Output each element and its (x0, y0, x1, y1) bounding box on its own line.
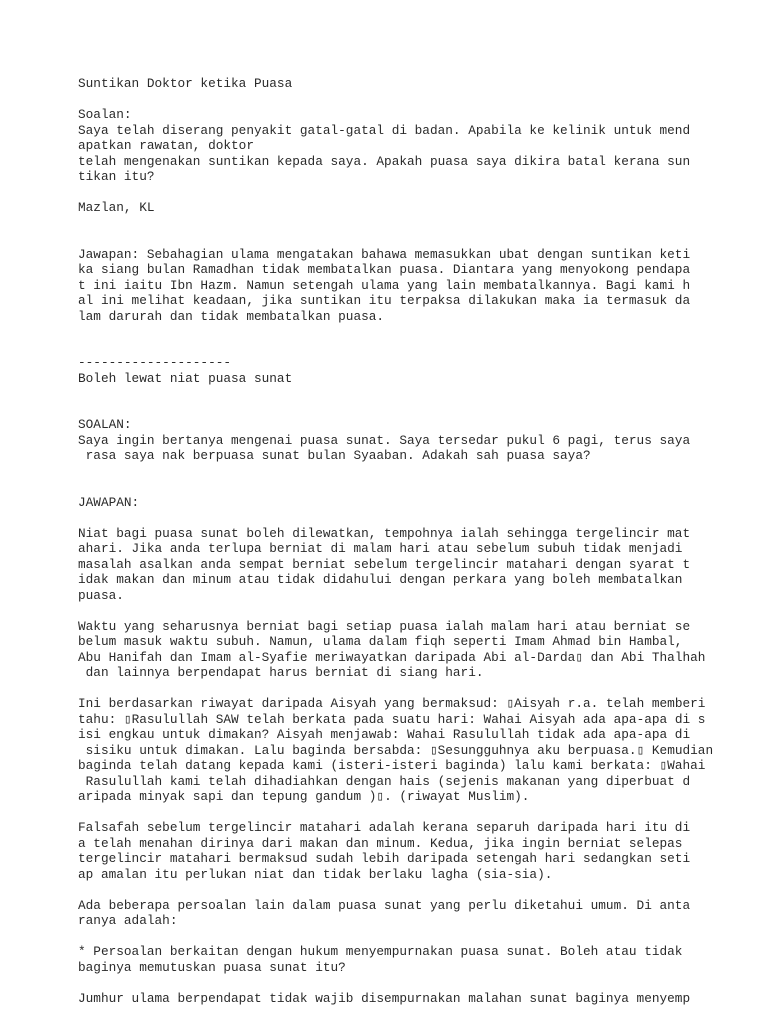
text-line: -------------------- (78, 355, 232, 370)
text-line (78, 805, 768, 821)
document-body-text (78, 76, 768, 1006)
text-line: t ini iaitu Ibn Hazm. Namun setengah ulama yang lain membatalkannya. Bagi kami h (78, 277, 691, 293)
text-line: ka siang bulan Ramadhan tidak membatalkan puasa. Diantara yang menyokong pendapa (78, 262, 691, 277)
text-line: al ini melihat keadaan, jika suntikan itu terpaksa dilakukan maka ia termasuk da (78, 293, 691, 308)
text-line (78, 92, 768, 108)
text-line (78, 603, 768, 619)
text-line: dan lainnya berpendapat harus berniat di siang hari. (78, 665, 484, 680)
text-line: baginda telah datang kepada kami (isteri-isteri baginda) lalu kami berkata: ▯Wahai (78, 758, 706, 773)
text-line: Saya ingin bertanya mengenai puasa sunat. Saya tersedar pukul 6 pagi, terus saya (78, 432, 691, 448)
text-line (78, 231, 768, 247)
text-line: telah mengenakan suntikan kepada saya. Apakah puasa saya dikira batal kerana sun (78, 153, 691, 169)
text-line (78, 479, 768, 495)
text-line (78, 216, 768, 232)
text-line: Jawapan: Sebahagian ulama mengatakan bahawa memasukkan ubat dengan suntikan keti (78, 246, 691, 262)
text-line: Rasulullah kami telah dihadiahkan dengan hais (sejenis makanan yang diperbuat d (78, 773, 691, 789)
text-line: masalah asalkan anda sempat berniat sebelum tergelincir matahari dengan syarat t (78, 556, 691, 572)
text-line: apatkan rawatan, doktor (78, 138, 254, 153)
text-line: JAWAPAN: (78, 494, 140, 510)
text-line: idak makan dan minum atau tidak didahului dengan perkara yang boleh membatalkan (78, 572, 683, 587)
text-line (78, 340, 768, 356)
text-line: tergelincir matahari bermaksud sudah lebih daripada setengah hari sedangkan seti (78, 851, 691, 866)
text-line: rasa saya nak berpuasa sunat bulan Syaaban. Adakah sah puasa saya? (78, 448, 591, 463)
text-line (78, 975, 768, 991)
text-line: Niat bagi puasa sunat boleh dilewatkan, tempohnya ialah sehingga tergelincir mat (78, 525, 691, 541)
text-line: Waktu yang seharusnya berniat bagi setiap puasa ialah malam hari atau berniat se (78, 618, 691, 634)
text-line: aripada minyak sapi dan tepung gandum )▯. (riwayat Muslim). (78, 789, 530, 804)
text-line: ap amalan itu perlukan niat dan tidak berlaku lagha (sia-sia). (78, 866, 553, 882)
text-line: puasa. (78, 587, 124, 603)
text-line (78, 324, 768, 340)
text-line: Abu Hanifah dan Imam al-Syafie meriwayatkan daripada Abi al-Darda▯ dan Abi Thalhah (78, 649, 706, 665)
text-line: * Persoalan berkaitan dengan hukum menyempurnakan puasa sunat. Boleh atau tidak (78, 944, 683, 959)
text-line: baginya memutuskan puasa sunat itu? (78, 959, 346, 975)
text-line: Soalan: (78, 107, 132, 122)
text-line (78, 386, 768, 402)
text-line: Mazlan, KL (78, 200, 155, 215)
text-line: tahu: ▯Rasulullah SAW telah berkata pada suatu hari: Wahai Aisyah ada apa-apa di s (78, 711, 706, 727)
text-line: Ada beberapa persoalan lain dalam puasa sunat yang perlu diketahui umum. Di anta (78, 897, 691, 913)
text-line (78, 681, 768, 697)
text-line: lam darurah dan tidak membatalkan puasa. (78, 308, 385, 324)
text-line: a telah menahan dirinya dari makan dan minum. Kedua, jika ingin berniat selepas (78, 835, 683, 851)
text-line: ahari. Jika anda terlupa berniat di malam hari atau sebelum subuh tidak menjadi (78, 541, 683, 556)
text-line (78, 464, 768, 480)
text-line: SOALAN: (78, 417, 132, 432)
text-line: Suntikan Doktor ketika Puasa (78, 76, 293, 91)
text-line: Jumhur ulama berpendapat tidak wajib disempurnakan malahan sunat baginya menyemp (78, 990, 691, 1006)
text-line (78, 929, 768, 945)
text-line (78, 185, 768, 201)
text-line: isi engkau untuk dimakan? Aisyah menjawab: Wahai Rasulullah tidak ada apa-apa di (78, 727, 691, 742)
text-line: belum masuk waktu subuh. Namun, ulama dalam fiqh seperti Imam Ahmad bin Hambal, (78, 634, 683, 649)
text-line (78, 882, 768, 898)
text-line: Saya telah diserang penyakit gatal-gatal di badan. Apabila ke kelinik untuk mend (78, 122, 691, 138)
text-line: Falsafah sebelum tergelincir matahari adalah kerana separuh daripada hari itu di (78, 820, 691, 835)
text-line: sisiku untuk dimakan. Lalu baginda bersabda: ▯Sesungguhnya aku berpuasa.▯ Kemudian (78, 742, 714, 758)
text-line: tikan itu? (78, 169, 155, 184)
text-line: ranya adalah: (78, 913, 178, 928)
text-line (78, 402, 768, 418)
text-line: Boleh lewat niat puasa sunat (78, 370, 293, 386)
text-line (78, 510, 768, 526)
text-line: Ini berdasarkan riwayat daripada Aisyah yang bermaksud: ▯Aisyah r.a. telah memberi (78, 696, 706, 711)
